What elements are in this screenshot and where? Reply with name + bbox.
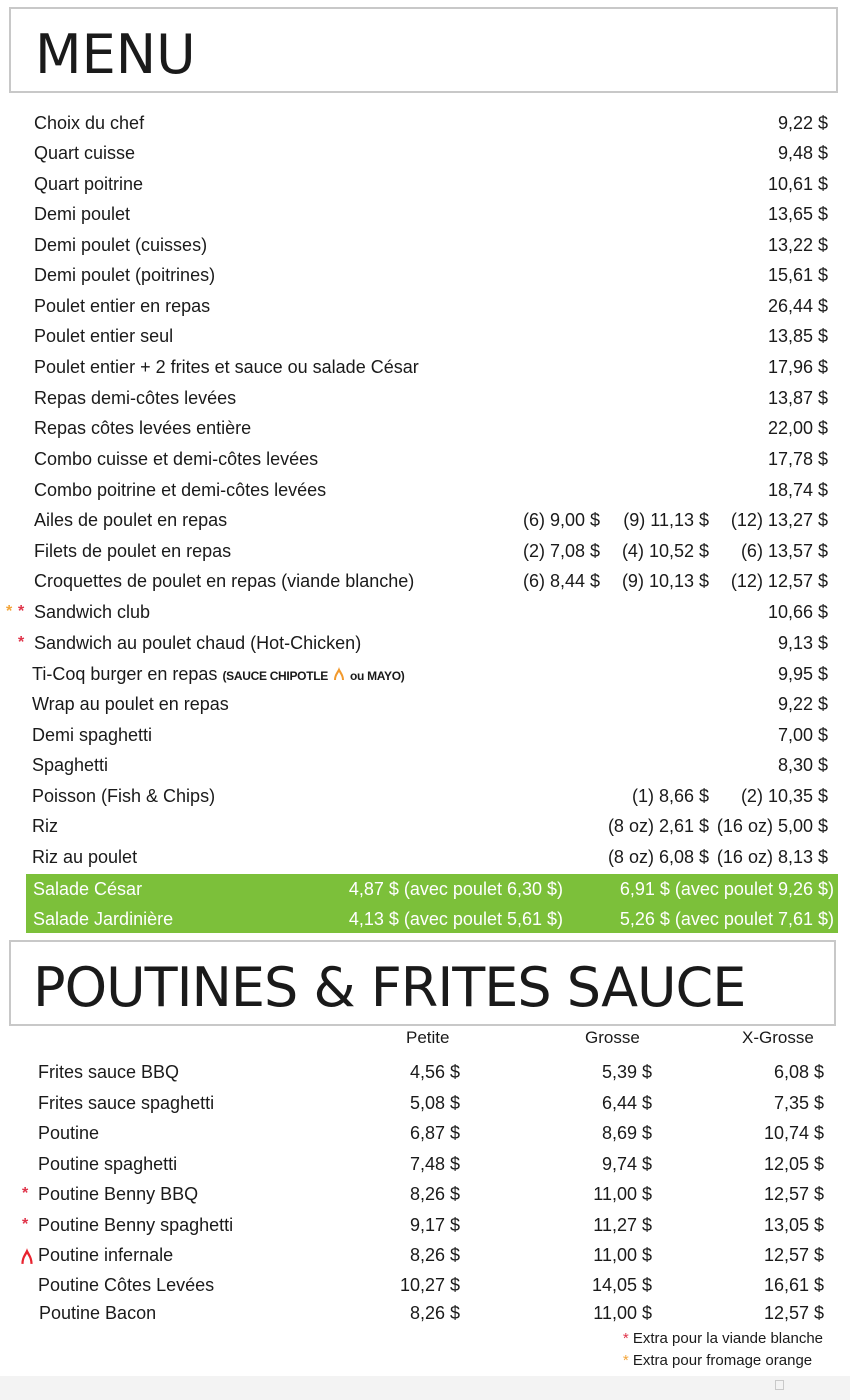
salad-price-small: 4,87 $ (avec poulet 6,30 $) xyxy=(348,879,563,899)
price-petite: 9,17 $ xyxy=(409,1215,460,1235)
menu-item xyxy=(0,536,850,566)
item-name: Poutine Benny BBQ xyxy=(38,1184,199,1204)
menu-item xyxy=(0,689,850,719)
item-price: 18,74 $ xyxy=(767,480,828,500)
price-grosse: 11,00 $ xyxy=(593,1303,652,1323)
legend xyxy=(623,1328,823,1372)
menu-item xyxy=(0,750,850,780)
legend-text: Extra pour la viande blanche xyxy=(632,1330,823,1347)
item-note: (SAUCE CHIPOTLE xyxy=(222,669,328,683)
salad-row xyxy=(26,874,838,904)
orange-star-icon: * xyxy=(6,603,13,620)
poutines-title: POUTINES & FRITES SAUCE xyxy=(33,956,746,1019)
item-price-medium: (8 oz) 2,61 $ xyxy=(607,816,709,836)
item-name: Demi poulet (cuisses) xyxy=(34,235,208,255)
item-name: Demi spaghetti xyxy=(32,725,153,745)
price-petite: 7,48 $ xyxy=(409,1154,460,1174)
price-x-grosse: 12,57 $ xyxy=(763,1245,824,1265)
item-price: 9,22 $ xyxy=(777,694,828,714)
price-x-grosse: 10,74 $ xyxy=(763,1123,824,1143)
price-grosse: 9,74 $ xyxy=(601,1154,652,1174)
salad-name: Salade César xyxy=(33,879,143,899)
menu-title: MENU xyxy=(35,23,196,86)
item-price-small: (6) 8,44 $ xyxy=(522,571,600,591)
price-petite: 8,26 $ xyxy=(409,1184,460,1204)
price-x-grosse: 7,35 $ xyxy=(773,1093,824,1113)
item-name-wrap xyxy=(32,659,405,691)
legend-item-orange-cheese xyxy=(623,1350,823,1372)
menu-item xyxy=(0,597,850,627)
item-price: 9,48 $ xyxy=(777,143,828,163)
item-price: 8,30 $ xyxy=(777,755,828,775)
poutine-item xyxy=(0,1298,850,1328)
price-grosse: 8,69 $ xyxy=(601,1123,652,1143)
column-header-grosse: Grosse xyxy=(585,1028,640,1047)
item-price-large: (16 oz) 5,00 $ xyxy=(716,816,828,836)
price-petite: 8,26 $ xyxy=(409,1245,460,1265)
item-price: 22,00 $ xyxy=(767,418,828,438)
menu-item xyxy=(0,352,850,382)
menu-item xyxy=(0,230,850,260)
item-price-medium: (1) 8,66 $ xyxy=(631,786,709,806)
price-grosse: 14,05 $ xyxy=(591,1275,652,1295)
item-price: 13,87 $ xyxy=(767,388,828,408)
item-name: Riz xyxy=(32,816,58,836)
poutine-item xyxy=(0,1210,850,1240)
item-name: Poutine Bacon xyxy=(39,1303,157,1323)
poutine-item xyxy=(0,1057,850,1087)
red-star-icon: * xyxy=(22,1185,29,1202)
page-icon xyxy=(775,1380,784,1390)
item-name: Combo poitrine et demi-côtes levées xyxy=(34,480,327,500)
price-x-grosse: 12,05 $ xyxy=(763,1154,824,1174)
item-name: Choix du chef xyxy=(34,113,145,133)
item-price-small: (6) 9,00 $ xyxy=(522,510,600,530)
item-name: Demi poulet xyxy=(34,204,131,224)
item-name: Frites sauce BBQ xyxy=(38,1062,180,1082)
price-petite: 10,27 $ xyxy=(399,1275,460,1295)
item-name: Sandwich club xyxy=(34,602,151,622)
menu-item xyxy=(0,138,850,168)
item-price-large: (12) 12,57 $ xyxy=(730,571,828,591)
menu-item xyxy=(0,505,850,535)
item-name: Filets de poulet en repas xyxy=(34,541,232,561)
salad-price-large: 5,26 $ (avec poulet 7,61 $) xyxy=(619,909,834,929)
item-name: Quart cuisse xyxy=(34,143,136,163)
item-name: Spaghetti xyxy=(32,755,109,775)
item-name: Sandwich au poulet chaud (Hot-Chicken) xyxy=(34,633,362,653)
salad-row xyxy=(26,904,838,934)
legend-text: Extra pour fromage orange xyxy=(632,1352,813,1369)
menu-title-box xyxy=(9,7,838,93)
item-price: 13,22 $ xyxy=(767,235,828,255)
item-name: Ti-Coq burger en repas xyxy=(32,664,218,684)
item-note: ou MAYO) xyxy=(350,669,405,683)
menu-item xyxy=(0,108,850,138)
salad-price-small: 4,13 $ (avec poulet 5,61 $) xyxy=(348,909,563,929)
legend-item-white-meat xyxy=(623,1328,823,1350)
item-name: Repas côtes levées entière xyxy=(34,418,252,438)
menu-item xyxy=(0,413,850,443)
menu-item xyxy=(0,720,850,750)
item-price: 10,61 $ xyxy=(767,174,828,194)
item-name: Croquettes de poulet en repas (viande blanche) xyxy=(34,571,415,591)
item-name: Demi poulet (poitrines) xyxy=(34,265,216,285)
price-petite: 4,56 $ xyxy=(409,1062,460,1082)
item-name: Poutine Benny spaghetti xyxy=(38,1215,234,1235)
item-price: 9,95 $ xyxy=(777,664,828,684)
item-price: 7,00 $ xyxy=(777,725,828,745)
orange-star-icon: * xyxy=(622,1352,629,1369)
item-name: Poutine spaghetti xyxy=(38,1154,178,1174)
price-x-grosse: 12,57 $ xyxy=(763,1303,824,1323)
red-star-icon: * xyxy=(18,634,25,651)
item-price-medium: (4) 10,52 $ xyxy=(621,541,709,561)
item-name: Wrap au poulet en repas xyxy=(32,694,229,714)
item-price: 9,13 $ xyxy=(777,633,828,653)
poutine-item xyxy=(0,1240,850,1270)
item-price: 13,85 $ xyxy=(767,326,828,346)
price-grosse: 11,00 $ xyxy=(593,1245,652,1265)
menu-item xyxy=(0,444,850,474)
salad-name: Salade Jardinière xyxy=(33,909,174,929)
item-name: Poutine infernale xyxy=(38,1245,174,1265)
item-price-small: (2) 7,08 $ xyxy=(522,541,600,561)
price-petite: 6,87 $ xyxy=(409,1123,460,1143)
poutine-item xyxy=(0,1149,850,1179)
item-name: Poutine xyxy=(38,1123,100,1143)
item-name: Poutine Côtes Levées xyxy=(38,1275,215,1295)
salad-band xyxy=(26,874,838,933)
price-grosse: 5,39 $ xyxy=(601,1062,652,1082)
price-x-grosse: 13,05 $ xyxy=(763,1215,824,1235)
poutine-item xyxy=(0,1270,850,1300)
menu-item xyxy=(0,781,850,811)
menu-item xyxy=(0,811,850,841)
item-price-large: (12) 13,27 $ xyxy=(730,510,828,530)
menu-item xyxy=(0,383,850,413)
item-price-medium: (9) 11,13 $ xyxy=(623,510,709,530)
menu-item xyxy=(0,566,850,596)
menu-item xyxy=(0,260,850,290)
flame-icon xyxy=(333,666,345,682)
price-grosse: 11,27 $ xyxy=(593,1215,652,1235)
item-name: Repas demi-côtes levées xyxy=(34,388,237,408)
item-price-large: (6) 13,57 $ xyxy=(740,541,828,561)
item-price: 17,78 $ xyxy=(767,449,828,469)
item-name: Poulet entier seul xyxy=(34,326,174,346)
column-header-petite: Petite xyxy=(406,1028,450,1047)
item-name: Quart poitrine xyxy=(34,174,144,194)
salad-price-large: 6,91 $ (avec poulet 9,26 $) xyxy=(619,879,834,899)
poutine-item xyxy=(0,1179,850,1209)
menu-item xyxy=(0,321,850,351)
item-price-medium: (8 oz) 6,08 $ xyxy=(607,847,709,867)
menu-item xyxy=(0,291,850,321)
poutines-title-box xyxy=(9,940,836,1026)
red-star-icon: * xyxy=(622,1330,629,1347)
menu-item xyxy=(0,199,850,229)
price-petite: 5,08 $ xyxy=(409,1093,460,1113)
item-price-large: (16 oz) 8,13 $ xyxy=(716,847,828,867)
item-name: Combo cuisse et demi-côtes levées xyxy=(34,449,319,469)
price-grosse: 11,00 $ xyxy=(593,1184,652,1204)
item-price: 15,61 $ xyxy=(767,265,828,285)
price-x-grosse: 16,61 $ xyxy=(763,1275,824,1295)
item-name: Poisson (Fish & Chips) xyxy=(32,786,216,806)
item-name: Frites sauce spaghetti xyxy=(38,1093,215,1113)
price-grosse: 6,44 $ xyxy=(601,1093,652,1113)
item-price: 9,22 $ xyxy=(777,113,828,133)
item-price: 13,65 $ xyxy=(767,204,828,224)
menu-item xyxy=(0,659,850,689)
item-name: Poulet entier + 2 frites et sauce ou salade César xyxy=(34,357,419,377)
menu-item xyxy=(0,475,850,505)
item-name: Ailes de poulet en repas xyxy=(34,510,228,530)
red-star-icon: * xyxy=(18,603,25,620)
menu-item xyxy=(0,842,850,872)
item-name: Poulet entier en repas xyxy=(34,296,211,316)
red-flame-icon xyxy=(19,1247,35,1265)
poutine-item xyxy=(0,1118,850,1148)
item-price-large: (2) 10,35 $ xyxy=(740,786,828,806)
menu-item xyxy=(0,169,850,199)
red-star-icon: * xyxy=(22,1216,29,1233)
item-name: Riz au poulet xyxy=(32,847,138,867)
column-header-x-grosse: X-Grosse xyxy=(742,1028,814,1047)
item-price: 17,96 $ xyxy=(767,357,828,377)
price-petite: 8,26 $ xyxy=(409,1303,460,1323)
price-x-grosse: 12,57 $ xyxy=(763,1184,824,1204)
menu-item xyxy=(0,628,850,658)
footer-band xyxy=(0,1376,850,1400)
item-price-medium: (9) 10,13 $ xyxy=(621,571,709,591)
item-price: 26,44 $ xyxy=(767,296,828,316)
item-price: 10,66 $ xyxy=(767,602,828,622)
poutine-item xyxy=(0,1088,850,1118)
price-x-grosse: 6,08 $ xyxy=(773,1062,824,1082)
